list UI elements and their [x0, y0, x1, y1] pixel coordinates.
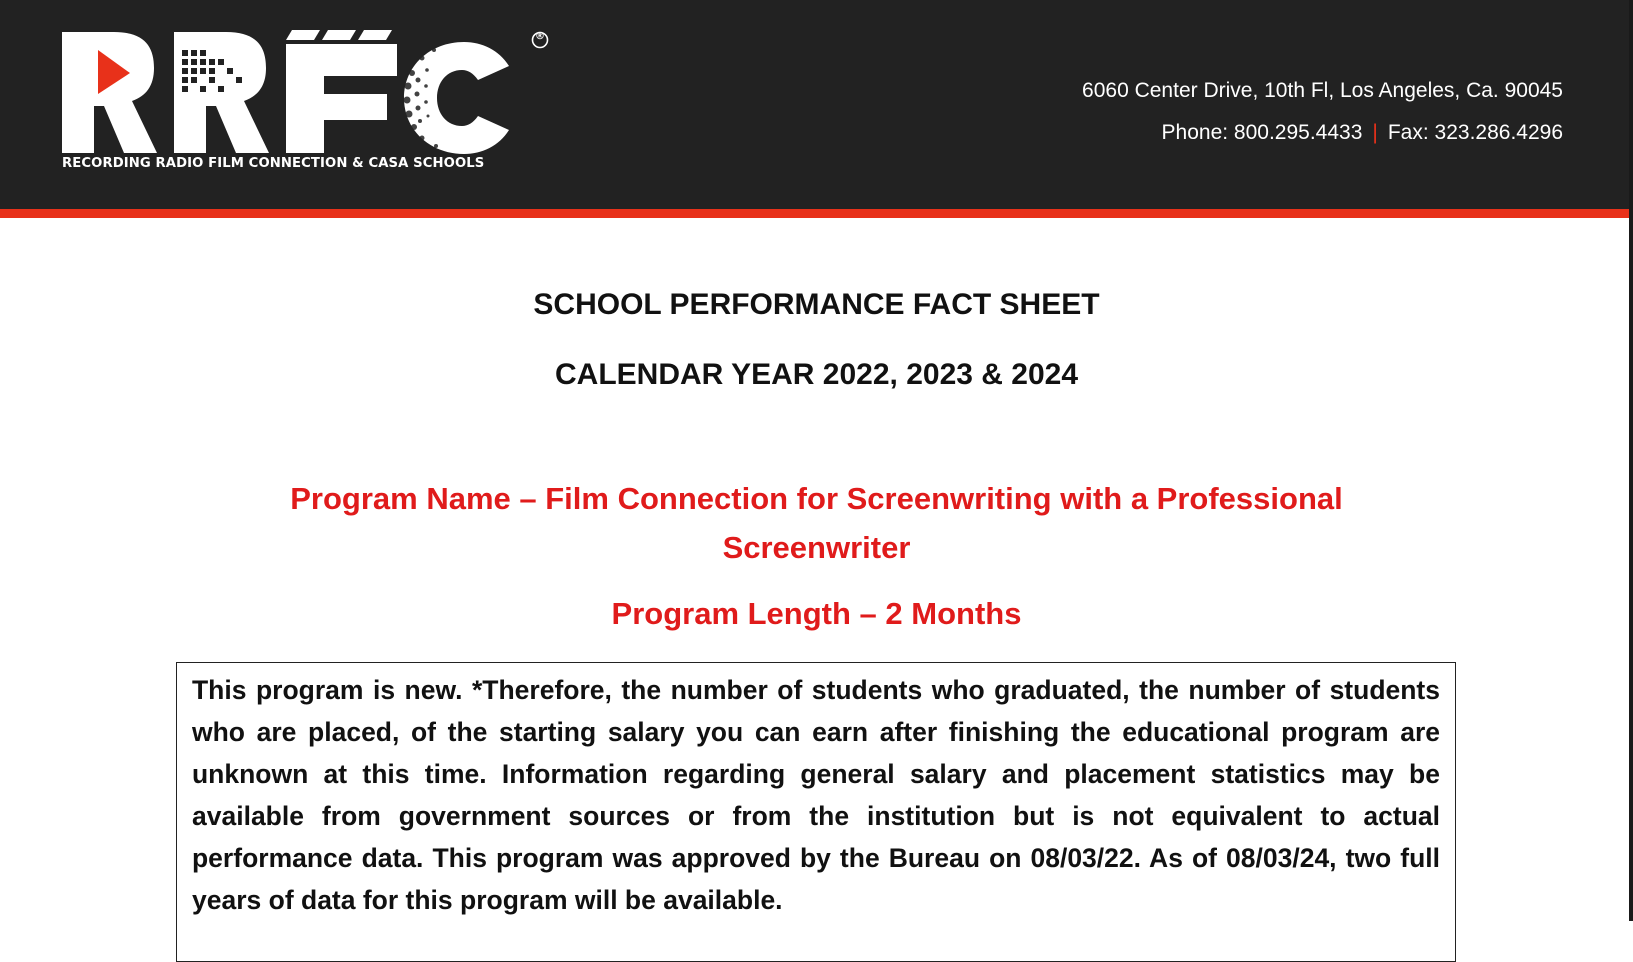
- phone-number: Phone: 800.295.4433: [1161, 121, 1363, 144]
- contact-separator: |: [1372, 121, 1378, 144]
- registered-mark: ®: [535, 31, 545, 42]
- rrfc-logo: [62, 28, 552, 180]
- new-program-notice: [176, 662, 1456, 962]
- contact-info: [1082, 70, 1563, 154]
- clapperboard-icon: [286, 30, 392, 40]
- logo-subtitle: RECORDING RADIO FILM CONNECTION & CASA SCHOOLS: [62, 156, 485, 171]
- document-title: SCHOOL PERFORMANCE FACT SHEET: [533, 288, 1100, 321]
- program-name: Program Name – Film Connection for Screenwriting with a Professional Screenwriter: [290, 481, 1343, 565]
- document-subtitle: CALENDAR YEAR 2022, 2023 & 2024: [554, 358, 1079, 391]
- fax-number: Fax: 323.286.4296: [1387, 121, 1563, 144]
- address: 6060 Center Drive, 10th Fl, Los Angeles, Ca. 90045: [1082, 79, 1563, 102]
- header-accent-bar: [0, 209, 1629, 218]
- program-length: Program Length – 2 Months: [611, 596, 1022, 631]
- notice-text: This program is new. *Therefore, the number of students who graduated, the number of students who are placed, of the starting salary you can earn after finishing the educational program are unknown at this time. Information regarding general salary and placement statistics may be available from government sources or from the institution but is not equivalent to actual performance data. This program was approved by the Bureau on 08/03/22. As of 08/03/24, two full years of data for this program will be available.: [192, 675, 1440, 915]
- page-edge: [1629, 0, 1633, 921]
- phone-fax-line: [1082, 112, 1563, 154]
- letterhead: [0, 0, 1629, 209]
